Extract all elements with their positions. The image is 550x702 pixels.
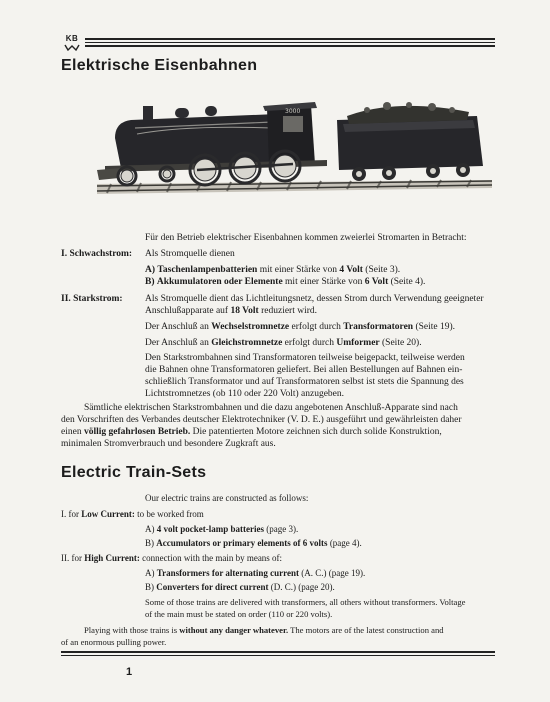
logo-text: KB (65, 34, 79, 43)
high-current-line: II. for High Current: connection with the main by means of: (61, 553, 283, 563)
schwachstrom-label: I. Schwachstrom: (61, 249, 133, 259)
low-current-line: I. for Low Current: to be worked from (61, 509, 204, 519)
english-item-b: B) Accumulators or primary elements of 6 volts (page 4). (145, 538, 362, 548)
english-intro: Our electric trains are constructed as follows: (145, 493, 309, 503)
svg-text:3000: 3000 (285, 108, 301, 115)
english-item-ha: A) Transformers for alternating current (A. C.) (page 19). (145, 568, 366, 578)
footer-rule (61, 651, 495, 656)
english-title: Electric Train-Sets (61, 464, 207, 481)
header-rule (85, 38, 495, 47)
vde-para-line-3: einen völlig gefahrlosen Betrieb. Die patentierten Motore zeichnen sich durch solide Konstruktion, (61, 427, 442, 437)
starkstrom-para-line-1: Den Starkstrombahnen sind Transformatoren teilweise beigepackt, teilweise werden (145, 353, 465, 363)
crown-icon (64, 44, 80, 51)
german-item-a: A) Taschenlampenbatterien mit einer Stärke von 4 Volt (Seite 3). (145, 265, 401, 275)
starkstrom-para-line-4: Lichtstromnetzes (ob 110 oder 220 Volt) anzugeben. (145, 389, 345, 399)
some-trains-line-2: of the main must be stated on order (110 or 220 volts). (145, 609, 333, 619)
playing-line-2: of an enormous pulling power. (61, 637, 167, 647)
locomotive-illustration (97, 78, 492, 198)
starkstrom-para-line-3: schließlich Transformator und auf Transformatoren selbst ist stets die Spannung des (145, 377, 464, 387)
starkstrom-para-line-2: die Bahnen ohne Transformatoren geliefert. Bei allen Bestellungen auf Bahnen ein- (145, 365, 463, 375)
vde-para-line-1: Sämtliche elektrischen Starkstrombahnen und die dazu angebotenen Anschluß-Apparate sind nach (84, 403, 458, 413)
kb-logo (61, 34, 83, 51)
starkstrom-line-1: Als Stromquelle dient das Lichtleitungsnetz, dessen Strom durch Verwendung geeigneter (145, 294, 484, 304)
starkstrom-line-2: Anschlußapparate auf 18 Volt reduziert wird. (145, 306, 318, 316)
german-item-b: B) Akkumulatoren oder Elemente mit einer Stärke von 6 Volt (Seite 4). (145, 277, 426, 287)
page-number: 1 (126, 666, 133, 678)
gleichstrom-line: Der Anschluß an Gleichstromnetze erfolgt durch Umformer (Seite 20). (145, 338, 422, 348)
vde-para-line-4: minimalen Stromverbrauch und besondere Zugkraft aus. (61, 439, 276, 449)
playing-line-1: Playing with those trains is without any danger whatever. The motors are of the latest construction and (84, 625, 444, 635)
vde-para-line-2: den Vorschriften des Verbandes deutscher Elektrotechniker (V. D. E.) ausgeführt und gewährleisten daher (61, 415, 462, 425)
english-item-hb: B) Converters for direct current (D. C.) (page 20). (145, 582, 335, 592)
wechselstrom-line: Der Anschluß an Wechselstromnetze erfolgt durch Transformatoren (Seite 19). (145, 322, 456, 332)
schwachstrom-text: Als Stromquelle dienen (145, 249, 235, 259)
starkstrom-label: II. Starkstrom: (61, 294, 123, 304)
some-trains-line-1: Some of those trains are delivered with transformers, all others without transformers. Voltage (145, 597, 466, 607)
english-item-a: A) 4 volt pocket-lamp batteries (page 3). (145, 524, 299, 534)
german-title: Elektrische Eisenbahnen (61, 57, 258, 74)
german-intro: Für den Betrieb elektrischer Eisenbahnen kommen zweierlei Stromarten in Betracht: (145, 233, 467, 243)
